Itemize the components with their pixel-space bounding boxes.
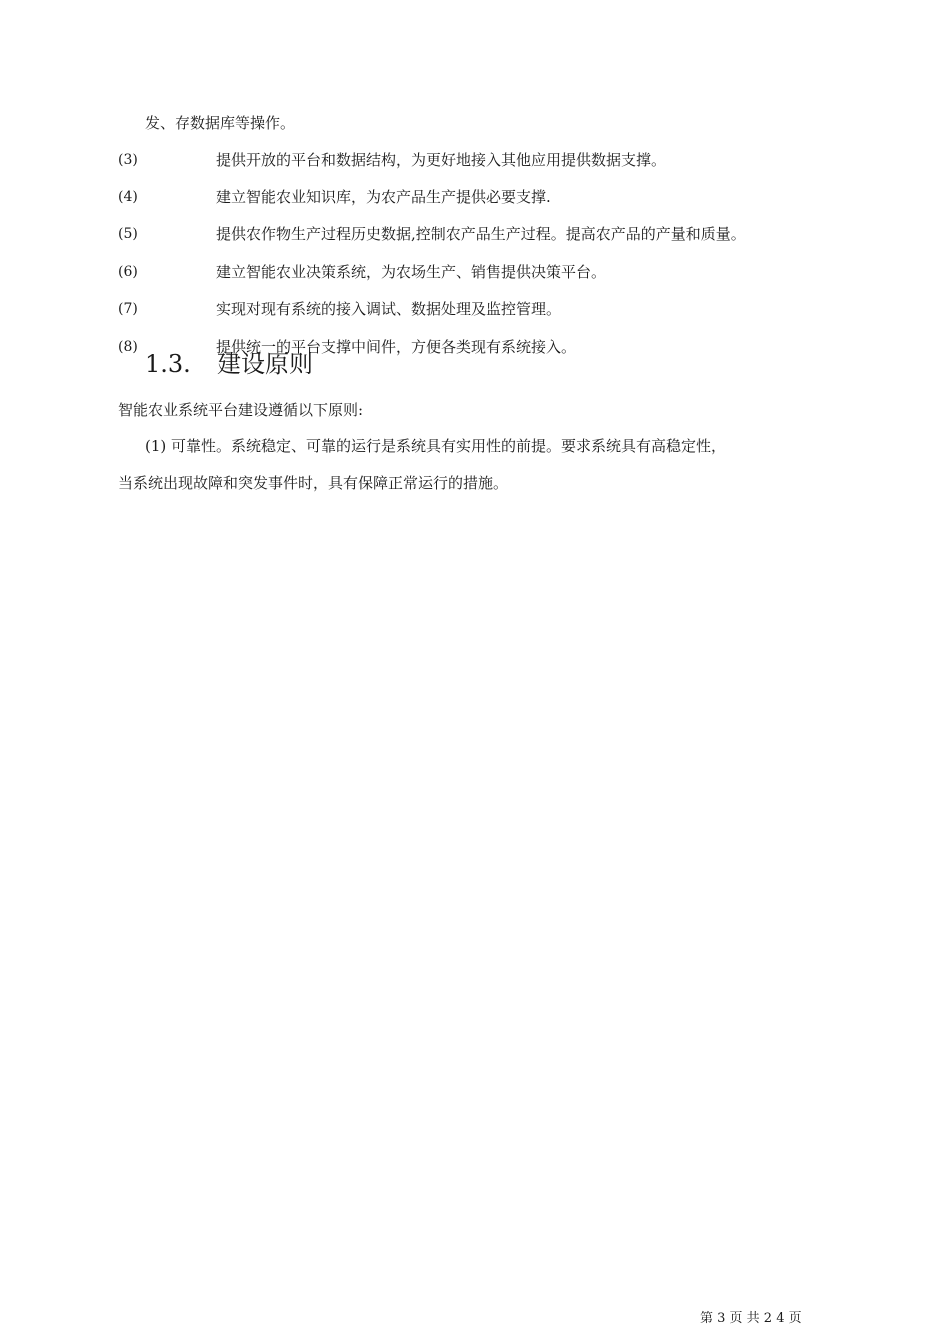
principle-paragraph-line2: 当系统出现故障和突发事件时，具有保障正常运行的措施。 [118,474,509,492]
list-item-text: 提供统一的平台支撑中间件，方便各类现有系统接入。 [216,338,577,356]
section-number: 1.3. [145,350,191,378]
list-item-number: (4) [118,189,138,205]
list-item-number: (6) [118,264,138,280]
section-heading [145,349,313,379]
intro-paragraph: 智能农业系统平台建设遵循以下原则: [118,401,364,419]
list-item-text: 实现对现有系统的接入调试、数据处理及监控管理。 [216,300,562,318]
list-item-text: 建立智能农业决策系统，为农场生产、销售提供决策平台。 [216,263,607,281]
page-footer: 第 3 页 共 2 4 页 [700,1311,802,1326]
continuation-text: 发、存数据库等操作。 [145,114,296,132]
principle-paragraph-line1: (1) 可靠性。系统稳定、可靠的运行是系统具有实用性的前提。要求系统具有高稳定性， [145,437,727,455]
section-title: 建设原则 [217,350,313,378]
list-item-number: (3) [118,152,138,168]
list-item-text: 提供开放的平台和数据结构，为更好地接入其他应用提供数据支撑。 [216,151,667,169]
list-item-text: 提供农作物生产过程历史数据,控制农产品生产过程。提高农产品的产量和质量。 [216,225,746,243]
list-item-number: (7) [118,301,138,317]
list-item-number: (5) [118,226,138,242]
list-item-text: 建立智能农业知识库，为农产品生产提供必要支撑. [216,188,551,206]
list-item-number: (8) [118,339,138,355]
